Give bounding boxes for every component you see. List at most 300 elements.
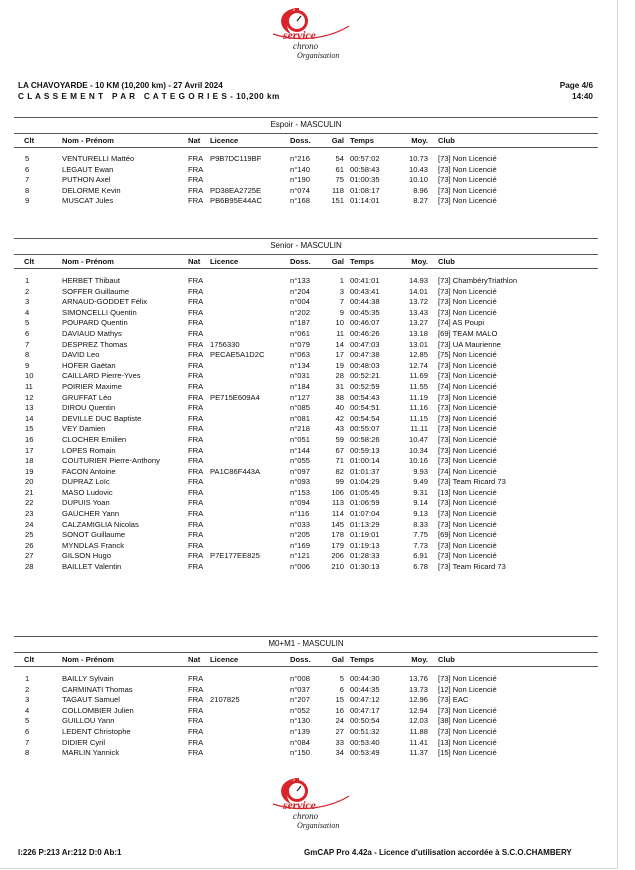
cell-club: [73] ChambéryTriathlon — [438, 276, 518, 285]
cell-nom: DIROU Quentin — [62, 403, 116, 413]
cell-temps: 00:59:13 — [350, 445, 380, 455]
cell-temps: 01:30:13 — [350, 562, 380, 572]
cell-club: [74] Non Licencié — [438, 466, 497, 476]
cell-doss: n°061 — [290, 328, 310, 338]
col-gal: Gal — [331, 257, 344, 266]
cell-nat: FRA — [188, 674, 204, 683]
cell-moy: 11.69 — [409, 371, 428, 381]
col-clt: Clt — [24, 257, 35, 266]
table-row — [14, 318, 598, 329]
cell-club: [73] Non Licencié — [438, 674, 497, 683]
cell-nom: MUSCAT Jules — [62, 196, 114, 206]
col-doss: Doss. — [290, 257, 311, 266]
cell-club: [73] Non Licencié — [438, 726, 497, 736]
table-row — [14, 393, 598, 404]
cell-moy: 13.18 — [408, 328, 428, 338]
cell-clt: 4 — [25, 705, 30, 715]
table-row — [14, 456, 598, 467]
cell-nom: BAILLY Sylvain — [62, 674, 114, 683]
table-row — [14, 498, 598, 509]
table-row — [14, 477, 598, 488]
cell-gal: 71 — [335, 456, 344, 466]
cell-moy: 12.94 — [408, 705, 428, 715]
cell-temps: 01:07:04 — [350, 509, 380, 519]
cell-nom: HERBET Thibaut — [62, 276, 120, 285]
cell-temps: 00:58:26 — [350, 434, 380, 444]
table-row — [14, 674, 598, 685]
cell-club: [73] EAC — [438, 695, 469, 705]
cell-temps: 00:57:02 — [350, 154, 380, 163]
cell-doss: n°094 — [290, 498, 310, 508]
cell-nom: COLLOMBIER Julien — [62, 705, 134, 715]
cell-nom: ARNAUD-GODDET Félix — [62, 297, 148, 307]
cell-doss: n°097 — [290, 466, 310, 476]
cell-club: [69] TEAM MALO — [438, 328, 498, 338]
col-gal: Gal — [331, 655, 344, 664]
cell-temps: 00:48:03 — [350, 360, 380, 370]
cell-gal: 15 — [335, 695, 344, 705]
logo-bottom — [263, 774, 353, 836]
table-row — [14, 716, 598, 727]
cell-doss: n°139 — [290, 726, 310, 736]
cell-nat: FRA — [188, 487, 204, 497]
cell-clt: 8 — [25, 748, 30, 758]
cell-club: [73] Non Licencié — [438, 175, 497, 185]
cell-doss: n°031 — [290, 371, 310, 381]
cell-club: [73] Non Licencié — [438, 403, 497, 413]
cell-clt: 1 — [25, 674, 30, 683]
cell-clt: 4 — [25, 307, 30, 317]
cell-doss: n°074 — [290, 185, 310, 195]
table-row — [14, 520, 598, 531]
cell-doss: n°052 — [290, 705, 310, 715]
cell-temps: 00:46:26 — [350, 328, 380, 338]
cell-gal: 106 — [331, 487, 344, 497]
column-headers — [14, 652, 598, 667]
table-row — [14, 382, 598, 393]
cell-nat: FRA — [188, 684, 204, 694]
cell-nom: GUILLOU Yann — [62, 716, 115, 726]
logo-chrono-text: chrono — [293, 811, 319, 821]
cell-doss: n°130 — [290, 716, 310, 726]
cell-clt: 11 — [25, 381, 33, 391]
logo-service-text: service — [283, 798, 316, 812]
cell-moy: 9.49 — [413, 477, 428, 487]
cell-moy: 6.78 — [413, 562, 428, 572]
cell-nom: DAVID Leo — [62, 350, 100, 360]
cell-temps: 01:19:13 — [350, 540, 380, 550]
cell-nat: FRA — [188, 551, 204, 561]
cell-doss: n°063 — [290, 350, 310, 360]
table-row — [14, 340, 598, 351]
cell-nat: FRA — [188, 562, 204, 572]
cell-club: [73] Non Licencié — [438, 434, 497, 444]
cell-clt: 6 — [25, 328, 30, 338]
cell-gal: 54 — [335, 154, 344, 163]
cell-nat: FRA — [188, 748, 204, 758]
cell-doss: n°190 — [290, 175, 310, 185]
cell-temps: 00:58:43 — [350, 164, 380, 174]
cell-clt: 6 — [25, 164, 30, 174]
cell-nom: CALZAMIGLIA Nicolas — [62, 519, 139, 529]
cell-doss: n°169 — [290, 540, 310, 550]
section-title: Espoir - MASCULIN — [14, 117, 598, 129]
cell-clt: 7 — [25, 339, 30, 349]
table-row — [14, 488, 598, 499]
cell-gal: 9 — [339, 307, 344, 317]
cell-clt: 12 — [25, 392, 34, 402]
cell-gal: 11 — [336, 328, 344, 338]
cell-nat: FRA — [188, 276, 204, 285]
cell-temps: 00:45:35 — [350, 307, 380, 317]
cell-nom: LOPES Romain — [62, 445, 116, 455]
cell-club: [38] Non Licencié — [438, 716, 497, 726]
cell-temps: 00:47:38 — [350, 350, 380, 360]
cell-clt: 25 — [25, 530, 34, 540]
cell-nom: DUPRAZ Loïc — [62, 477, 110, 487]
cell-moy: 10.47 — [408, 434, 428, 444]
cell-temps: 01:14:01 — [350, 196, 380, 206]
table-row — [14, 196, 598, 207]
cell-gal: 19 — [335, 360, 344, 370]
cell-moy: 13.01 — [408, 339, 428, 349]
cell-moy: 13.73 — [408, 684, 428, 694]
cell-nom: DIDIER Cyril — [62, 737, 106, 747]
classement-subtitle: C L A S S E M E N T P A R C A T E G O R I E S - 10,200 km — [18, 92, 280, 101]
cell-nat: FRA — [188, 737, 204, 747]
cell-nat: FRA — [188, 286, 204, 296]
cell-nat: FRA — [188, 726, 204, 736]
column-headers — [14, 254, 598, 269]
logo-chrono-text: chrono — [293, 41, 319, 51]
results-list — [14, 154, 598, 207]
cell-temps: 00:53:40 — [350, 737, 380, 747]
cell-club: [73] Non Licencié — [438, 519, 497, 529]
table-row — [14, 738, 598, 749]
col-moy: Moy. — [411, 136, 428, 145]
col-nat: Nat — [188, 655, 201, 664]
cell-clt: 2 — [25, 684, 30, 694]
cell-gal: 24 — [335, 716, 344, 726]
cell-temps: 01:13:29 — [350, 519, 380, 529]
cell-club: [73] Non Licencié — [438, 413, 497, 423]
cell-nat: FRA — [188, 318, 204, 328]
cell-club: [73] Team Ricard 73 — [438, 477, 506, 487]
cell-doss: n°085 — [290, 403, 310, 413]
cell-gal: 34 — [335, 748, 344, 758]
cell-club: [73] Non Licencié — [438, 392, 497, 402]
cell-doss: n°153 — [290, 487, 310, 497]
cell-nat: FRA — [188, 403, 204, 413]
cell-temps: 00:47:03 — [350, 339, 380, 349]
cell-temps: 00:46:07 — [350, 318, 380, 328]
col-nom: Nom - Prénom — [62, 257, 114, 266]
event-title: LA CHAVOYARDE - 10 KM (10,200 km) - 27 Avril 2024 — [18, 81, 223, 90]
cell-nat: FRA — [188, 695, 204, 705]
cell-clt: 10 — [25, 371, 34, 381]
cell-doss: n°218 — [290, 424, 310, 434]
cell-club: [12] Non Licencié — [438, 684, 497, 694]
cell-gal: 5 — [339, 674, 344, 683]
cell-gal: 43 — [335, 424, 344, 434]
cell-doss: n°150 — [290, 748, 310, 758]
cell-gal: 17 — [335, 350, 344, 360]
cell-club: [73] Team Ricard 73 — [438, 562, 506, 572]
cell-moy: 10.34 — [408, 445, 428, 455]
cell-temps: 00:47:17 — [350, 705, 380, 715]
cell-nat: FRA — [188, 434, 204, 444]
cell-clt: 8 — [25, 350, 30, 360]
cell-doss: n°133 — [290, 276, 310, 285]
cell-gal: 31 — [335, 381, 344, 391]
cell-gal: 3 — [339, 286, 344, 296]
table-row — [14, 350, 598, 361]
cell-clt: 17 — [25, 445, 34, 455]
cell-nat: FRA — [188, 297, 204, 307]
cell-gal: 42 — [335, 413, 344, 423]
cell-club: [73] Non Licencié — [438, 286, 497, 296]
cell-nat: FRA — [188, 424, 204, 434]
cell-temps: 00:44:30 — [350, 674, 380, 683]
cell-gal: 206 — [331, 551, 344, 561]
cell-gal: 40 — [335, 403, 344, 413]
cell-club: [73] Non Licencié — [438, 445, 497, 455]
cell-gal: 38 — [335, 392, 344, 402]
cell-nom: POUPARD Quentin — [62, 318, 128, 328]
cell-moy: 11.37 — [409, 748, 428, 758]
cell-clt: 21 — [25, 487, 34, 497]
logo-service-text: service — [283, 28, 316, 42]
cell-nom: VEY Damien — [62, 424, 106, 434]
cell-temps: 00:43:41 — [350, 286, 380, 296]
section-title: M0+M1 - MASCULIN — [14, 636, 598, 648]
cell-doss: n°202 — [290, 307, 310, 317]
table-row — [14, 371, 598, 382]
cell-temps: 01:04:29 — [350, 477, 380, 487]
cell-nat: FRA — [188, 164, 204, 174]
cell-club: [15] Non Licencié — [438, 748, 497, 758]
table-row — [14, 706, 598, 717]
table-row — [14, 308, 598, 319]
cell-nat: FRA — [188, 392, 204, 402]
table-row — [14, 446, 598, 457]
cell-temps: 00:47:12 — [350, 695, 380, 705]
cell-nom: SOFFER Guillaume — [62, 286, 130, 296]
cell-nom: COUTURIER Pierre-Anthony — [62, 456, 160, 466]
cell-doss: n°093 — [290, 477, 310, 487]
cell-moy: 6.91 — [413, 551, 428, 561]
cell-club: [73] Non Licencié — [438, 196, 497, 206]
cell-clt: 14 — [25, 413, 34, 423]
cell-nom: TAGAUT Samuel — [62, 695, 120, 705]
cell-nom: GRUFFAT Léo — [62, 392, 112, 402]
cell-temps: 00:52:59 — [350, 381, 380, 391]
col-clt: Clt — [24, 136, 35, 145]
cell-gal: 16 — [335, 705, 344, 715]
cell-club: [73] Non Licencié — [438, 551, 497, 561]
cell-moy: 7.73 — [413, 540, 428, 550]
cell-moy: 11.88 — [409, 726, 428, 736]
col-club: Club — [438, 257, 455, 266]
cell-clt: 22 — [25, 498, 34, 508]
table-row — [14, 186, 598, 197]
cell-club: [73] Non Licencié — [438, 705, 497, 715]
cell-nom: LEDENT Christophe — [62, 726, 131, 736]
cell-licence: 1756330 — [210, 339, 240, 349]
cell-gal: 179 — [331, 540, 344, 550]
col-nat: Nat — [188, 257, 201, 266]
cell-nom: BAILLET Valentin — [62, 562, 122, 572]
cell-doss: n°205 — [290, 530, 310, 540]
col-doss: Doss. — [290, 655, 311, 664]
table-row — [14, 530, 598, 541]
cell-moy: 10.10 — [408, 175, 428, 185]
cell-club: [73] Non Licencié — [438, 424, 497, 434]
table-row — [14, 695, 598, 706]
cell-doss: n°037 — [290, 684, 310, 694]
cell-moy: 9.93 — [413, 466, 428, 476]
col-moy: Moy. — [411, 257, 428, 266]
cell-temps: 01:28:33 — [350, 551, 380, 561]
cell-clt: 20 — [25, 477, 34, 487]
logo-top — [263, 4, 353, 66]
cell-clt: 1 — [25, 276, 30, 285]
cell-nat: FRA — [188, 456, 204, 466]
cell-moy: 7.75 — [413, 530, 428, 540]
cell-nom: FACON Antoine — [62, 466, 116, 476]
cell-nom: DEVILLE DUC Baptiste — [62, 413, 142, 423]
cell-doss: n°127 — [290, 392, 310, 402]
cell-doss: n°051 — [290, 434, 310, 444]
table-row — [14, 287, 598, 298]
cell-temps: 00:54:54 — [350, 413, 380, 423]
cell-club: [75] Non Licencié — [438, 350, 497, 360]
cell-nat: FRA — [188, 339, 204, 349]
col-club: Club — [438, 136, 455, 145]
cell-doss: n°140 — [290, 164, 310, 174]
cell-club: [73] Non Licencié — [438, 540, 497, 550]
cell-nat: FRA — [188, 540, 204, 550]
cell-clt: 27 — [25, 551, 34, 561]
cell-licence: PE715E609A4 — [210, 392, 260, 402]
cell-temps: 00:54:51 — [350, 403, 380, 413]
col-temps: Temps — [350, 655, 374, 664]
cell-gal: 113 — [331, 498, 344, 508]
cell-moy: 14.93 — [408, 276, 428, 285]
cell-clt: 3 — [25, 297, 30, 307]
cell-moy: 10.43 — [408, 164, 428, 174]
table-row — [14, 435, 598, 446]
cell-nat: FRA — [188, 509, 204, 519]
logo-organisation-text: Organisation — [297, 821, 340, 830]
cell-moy: 9.14 — [413, 498, 428, 508]
cell-clt: 9 — [25, 196, 30, 206]
cell-moy: 10.73 — [408, 154, 428, 163]
cell-temps: 01:00:35 — [350, 175, 380, 185]
cell-nom: MARLIN Yannick — [62, 748, 120, 758]
cell-clt: 5 — [25, 154, 30, 163]
cell-doss: n°055 — [290, 456, 310, 466]
cell-clt: 9 — [25, 360, 30, 370]
cell-temps: 01:19:01 — [350, 530, 380, 540]
cell-nat: FRA — [188, 307, 204, 317]
cell-club: [73] Non Licencié — [438, 371, 497, 381]
cell-nom: POIRIER Maxime — [62, 381, 122, 391]
cell-gal: 14 — [335, 339, 344, 349]
cell-clt: 26 — [25, 540, 34, 550]
cell-club: [74] Non Licencié — [438, 381, 497, 391]
cell-nat: FRA — [188, 705, 204, 715]
cell-nat: FRA — [188, 185, 204, 195]
cell-doss: n°121 — [290, 551, 310, 561]
cell-clt: 8 — [25, 185, 30, 195]
col-moy: Moy. — [411, 655, 428, 664]
cell-nom: LEGAUT Ewan — [62, 164, 114, 174]
col-nom: Nom - Prénom — [62, 136, 114, 145]
cell-doss: n°079 — [290, 339, 310, 349]
cell-nat: FRA — [188, 477, 204, 487]
table-row — [14, 424, 598, 435]
cell-nom: MASO Ludovic — [62, 487, 113, 497]
cell-club: [69] Non Licencié — [438, 530, 497, 540]
cell-moy: 8.96 — [413, 185, 428, 195]
table-row — [14, 685, 598, 696]
cell-nat: FRA — [188, 175, 204, 185]
table-row — [14, 154, 598, 165]
cell-club: [73] Non Licencié — [438, 498, 497, 508]
cell-temps: 00:50:54 — [350, 716, 380, 726]
cell-moy: 13.27 — [408, 318, 428, 328]
cell-moy: 9.31 — [413, 487, 428, 497]
cell-moy: 11.19 — [409, 392, 428, 402]
results-list — [14, 674, 598, 759]
cell-doss: n°084 — [290, 737, 310, 747]
cell-nom: SIMONCELLI Quentin — [62, 307, 137, 317]
cell-clt: 18 — [25, 456, 34, 466]
col-gal: Gal — [331, 136, 344, 145]
table-row — [14, 329, 598, 340]
cell-gal: 61 — [335, 164, 344, 174]
table-row — [14, 727, 598, 738]
cell-nom: SONOT Guillaume — [62, 530, 126, 540]
cell-doss: n°116 — [290, 509, 310, 519]
col-doss: Doss. — [290, 136, 311, 145]
table-row — [14, 361, 598, 372]
cell-nom: DUPUIS Yoan — [62, 498, 110, 508]
cell-club: [13] Non Licencié — [438, 737, 497, 747]
cell-clt: 6 — [25, 726, 30, 736]
table-row — [14, 467, 598, 478]
cell-nom: GILSON Hugo — [62, 551, 111, 561]
cell-moy: 12.96 — [408, 695, 428, 705]
cell-nom: CAILLARD Pierre-Yves — [62, 371, 141, 381]
cell-clt: 19 — [25, 466, 34, 476]
cell-temps: 01:06:59 — [350, 498, 380, 508]
cell-doss: n°081 — [290, 413, 310, 423]
cell-moy: 12.85 — [408, 350, 428, 360]
cell-licence: PA1C86F443A — [210, 466, 261, 476]
cell-licence: PD38EA2725E — [210, 185, 262, 195]
cell-moy: 9.13 — [413, 509, 428, 519]
cell-temps: 00:44:35 — [350, 684, 380, 694]
cell-nom: VENTURELLI Mattéo — [62, 154, 135, 163]
cell-club: [73] UA Maurienne — [438, 339, 501, 349]
cell-nat: FRA — [188, 413, 204, 423]
cell-clt: 23 — [25, 509, 34, 519]
col-licence: Licence — [210, 136, 239, 145]
cell-nat: FRA — [188, 445, 204, 455]
cell-clt: 2 — [25, 286, 30, 296]
